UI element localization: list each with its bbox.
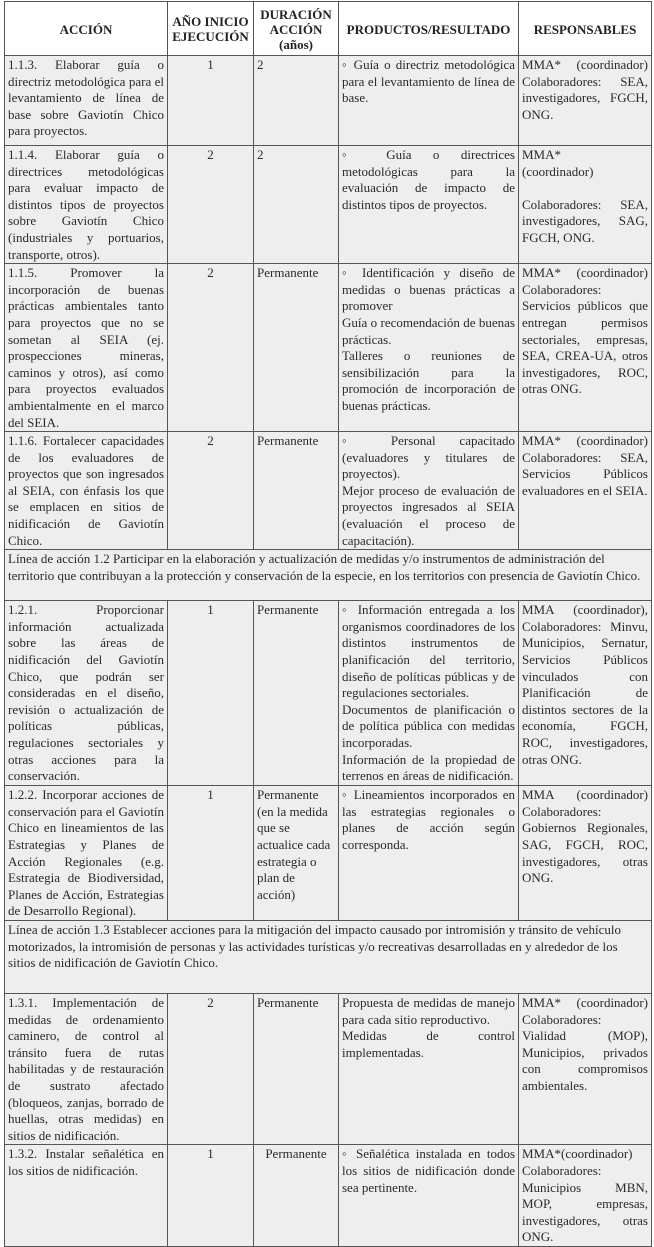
action-line-text: Línea de acción 1.2 Participar en la elaboración y actualización de medidas y/o instrumentos de administración del territorio que contribuyan a la protección y conservación de la especie, en los territorios con presencia de Gaviotín Chico. bbox=[5, 550, 652, 601]
responsables-cell: MMA* (coordinador) Colaboradores: Vialidad (MOP), Municipios, privados con compromisos ambientales. bbox=[519, 994, 652, 1145]
action-line-row bbox=[5, 550, 652, 601]
table-row bbox=[5, 786, 652, 921]
anio-inicio-cell: 2 bbox=[168, 994, 254, 1145]
productos-cell: ◦ Lineamientos incorporados en las estrategias regionales o planes de acción según corresponda. bbox=[339, 786, 519, 921]
anio-inicio-cell: 1 bbox=[168, 786, 254, 921]
anio-inicio-cell: 2 bbox=[168, 264, 254, 432]
duracion-cell: Permanente bbox=[254, 994, 339, 1145]
anio-inicio-cell: 1 bbox=[168, 1145, 254, 1247]
header-duracion: DURACIÓN ACCIÓN (años) bbox=[254, 2, 339, 56]
responsables-cell: MMA*(coordinador) Colaboradores: Municipios MBN, MOP, empresas, investigadores, otras ONG. bbox=[519, 1145, 652, 1247]
accion-cell: 1.1.6. Fortalecer capacidades de los evaluadores de proyectos que son ingresados al SEIA, con énfasis los que se emplacen en sitios de nidificación de Gaviotín Chico. bbox=[5, 432, 168, 550]
duracion-cell: 2 bbox=[254, 146, 339, 264]
table-row bbox=[5, 994, 652, 1145]
accion-cell: 1.1.5. Promover la incorporación de buenas prácticas ambientales tanto para proyectos que no se sometan al SEIA (ej. prospecciones mineras, caminos y otros), así como para proyectos evaluados ambientalmente en el marco del SEIA. bbox=[5, 264, 168, 432]
responsables-cell: MMA (coordinador) Colaboradores: Gobiernos Regionales, SAG, FGCH, ROC, investigadores, otras ONG. bbox=[519, 786, 652, 921]
duracion-cell: Permanente bbox=[254, 432, 339, 550]
accion-cell: 1.3.2. Instalar señalética en los sitios de nidificación. bbox=[5, 1145, 168, 1247]
responsables-cell: MMA* (coordinador) Colaboradores: SEA, Servicios Públicos evaluadores en el SEIA. bbox=[519, 432, 652, 550]
duracion-cell: Permanente bbox=[254, 264, 339, 432]
table-row bbox=[5, 1145, 652, 1247]
action-line-row bbox=[5, 921, 652, 994]
header-responsables: RESPONSABLES bbox=[519, 2, 652, 56]
anio-inicio-cell: 1 bbox=[168, 601, 254, 786]
action-line-text: Línea de acción 1.3 Establecer acciones para la mitigación del impacto causado por intromisión y tránsito de vehículo motorizados, la intromisión de personas y las actividades turísticas y/o recreativas desarrolladas en y alrededor de los sitios de nidificación de Gaviotín Chico. bbox=[5, 921, 652, 994]
anio-inicio-cell: 2 bbox=[168, 432, 254, 550]
accion-cell: 1.1.3. Elaborar guía o directriz metodológica para el levantamiento de línea de base sobre Gaviotín Chico para proyectos. bbox=[5, 56, 168, 146]
header-productos: PRODUCTOS/RESULTADO bbox=[339, 2, 519, 56]
responsables-cell: MMA* (coordinador) Colaboradores: SEA, investigadores, SAG, FGCH, ONG. bbox=[519, 146, 652, 264]
responsables-cell: MMA* (coordinador) Colaboradores: SEA, investigadores, FGCH, ONG. bbox=[519, 56, 652, 146]
productos-cell: ◦ Información entregada a los organismos coordinadores de los distintos instrumentos de planificación del territorio, diseño de políticas públicas y de regulaciones sectoriales. Documentos de planificación o de política pública con medidas incorporadas. Información de la propiedad de terrenos en áreas de nidificación. bbox=[339, 601, 519, 786]
table-row bbox=[5, 146, 652, 264]
header-accion: ACCIÓN bbox=[5, 2, 168, 56]
header-anio-inicio: AÑO INICIO EJECUCIÓN bbox=[168, 2, 254, 56]
table-row bbox=[5, 56, 652, 146]
duracion-cell: 2 bbox=[254, 56, 339, 146]
header-row bbox=[5, 2, 652, 56]
responsables-cell: MMA (coordinador), Colaboradores: Minvu, Municipios, Sernatur, Servicios Públicos vinculados con Planificación de distintos sectores de la economía, FGCH, ROC, investigadores, otras ONG. bbox=[519, 601, 652, 786]
productos-cell: Propuesta de medidas de manejo para cada sitio reproductivo. Medidas de control implementadas. bbox=[339, 994, 519, 1145]
responsables-cell: MMA* (coordinador) Colaboradores: Servicios públicos que entregan permisos sectoriales, empresas, SEA, CREA-UA, otros investigadores, ROC, otras ONG. bbox=[519, 264, 652, 432]
accion-cell: 1.2.1. Proporcionar información actualizada sobre las áreas de nidificación del Gaviotín Chico, que podrán ser consideradas en el diseño, revisión o actualización de políticas públicas, regulaciones sectoriales y otras acciones para la conservación. bbox=[5, 601, 168, 786]
duracion-cell: Permanente (en la medida que se actualice cada estrategia o plan de acción) bbox=[254, 786, 339, 921]
duracion-cell: Permanente bbox=[254, 1145, 339, 1247]
accion-cell: 1.2.2. Incorporar acciones de conservación para el Gaviotín Chico en lineamientos de las Estrategias y Planes de Acción Regionales (e.g. Estrategia de Biodiversidad, Planes de Acción, Estrategias de Desarrollo Regional). bbox=[5, 786, 168, 921]
productos-cell: ◦ Guía o directriz metodológica para el levantamiento de línea de base. bbox=[339, 56, 519, 146]
accion-cell: 1.3.1. Implementación de medidas de ordenamiento caminero, de control al tránsito fuera de rutas habilitadas y de restauración de sustrato afectado (bloqueos, zanjas, borrado de huellas, otras medidas) en sitios de nidificación. bbox=[5, 994, 168, 1145]
productos-cell: ◦ Guía o directrices metodológicas para la evaluación de impacto de distintos tipos de proyectos. bbox=[339, 146, 519, 264]
accion-cell: 1.1.4. Elaborar guía o directrices metodológicas para evaluar impacto de distintos tipos de proyectos sobre Gaviotín Chico (industriales y portuarios, transporte, otros). bbox=[5, 146, 168, 264]
productos-cell: ◦ Señalética instalada en todos los sitios de nidificación donde sea pertinente. bbox=[339, 1145, 519, 1247]
table-row bbox=[5, 601, 652, 786]
anio-inicio-cell: 2 bbox=[168, 146, 254, 264]
productos-cell: ◦ Personal capacitado (evaluadores y titulares de proyectos). Mejor proceso de evaluación de proyectos ingresados al SEIA (evaluación el proceso de capacitación). bbox=[339, 432, 519, 550]
table-row bbox=[5, 264, 652, 432]
table-row bbox=[5, 432, 652, 550]
productos-cell: ◦ Identificación y diseño de medidas o buenas prácticas a promover Guía o recomendación de buenas prácticas. Talleres o reuniones de sensibilización para la promoción de incorporación de buenas prácticas. bbox=[339, 264, 519, 432]
duracion-cell: Permanente bbox=[254, 601, 339, 786]
action-plan-table bbox=[4, 1, 652, 1247]
anio-inicio-cell: 1 bbox=[168, 56, 254, 146]
